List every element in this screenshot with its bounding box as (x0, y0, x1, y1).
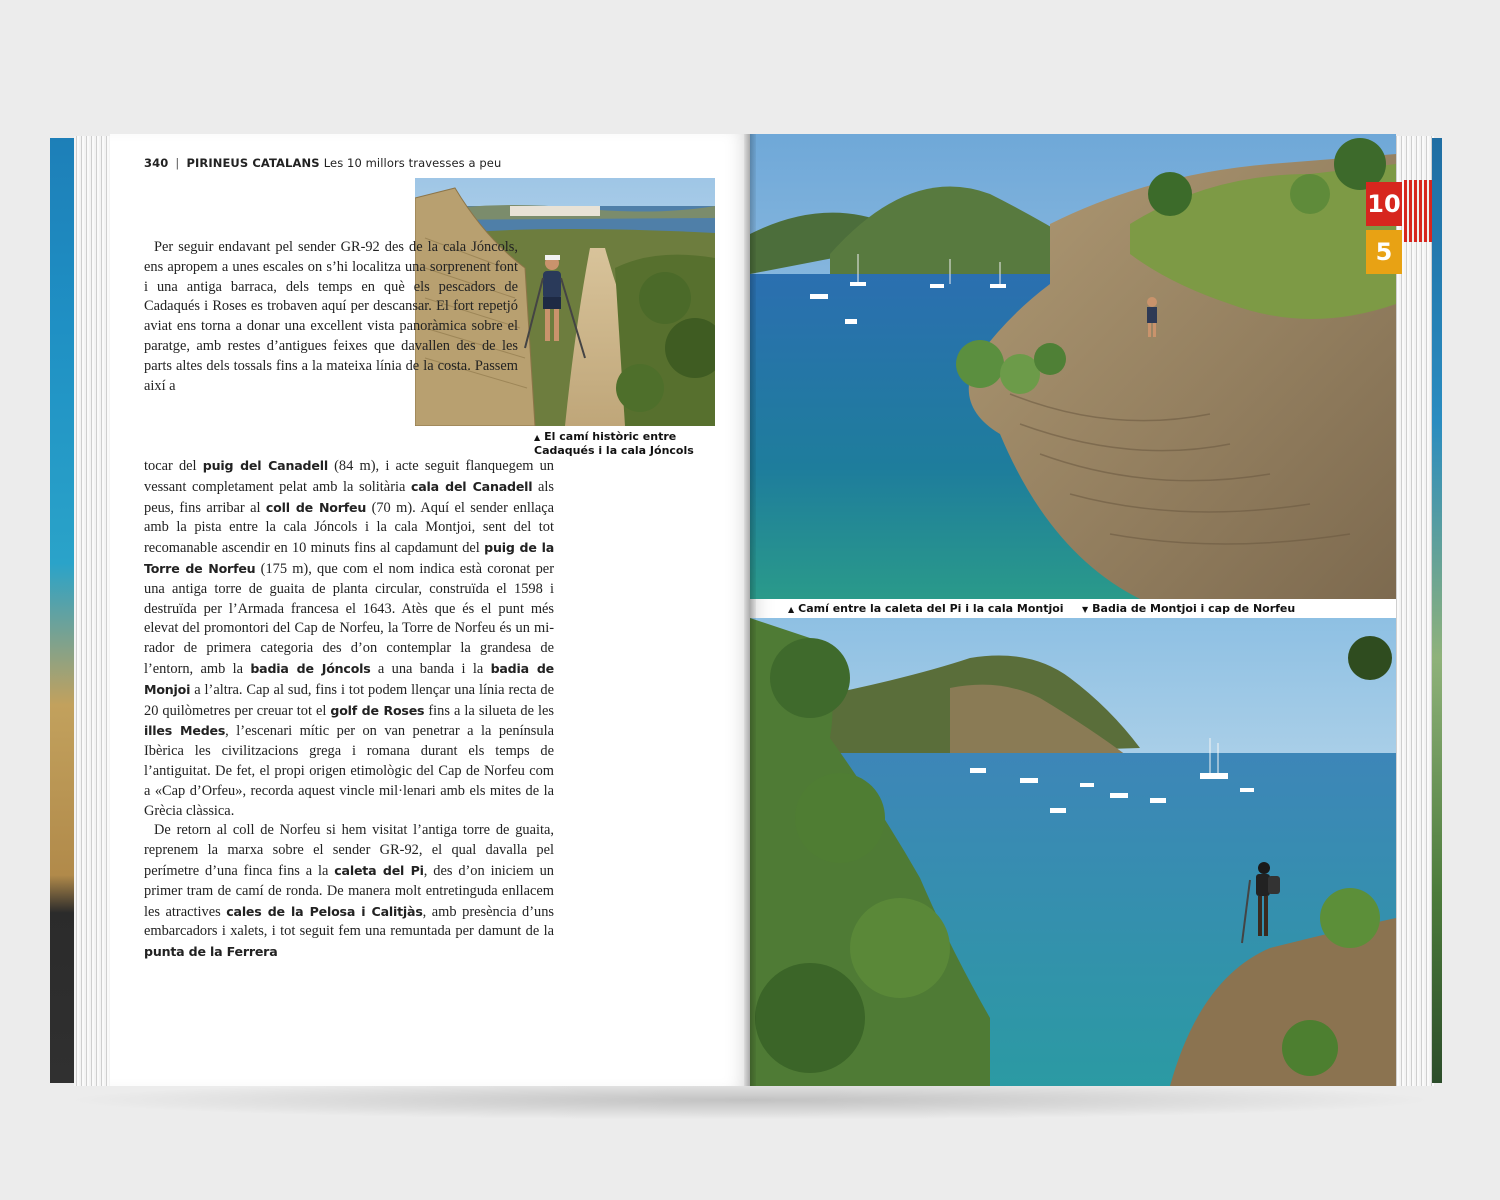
photo-1-caption (534, 430, 734, 457)
stage-number-badge: 5 (1366, 230, 1402, 274)
body-text-run: , amb presència d’uns embarcadors i xalets, i tot seguit fem una remuntada per damunt de la (144, 903, 555, 940)
body-text-run: a una banda i la (370, 660, 491, 677)
place-name-keyword: illes Medes (144, 723, 226, 739)
body-text-run: (175 m), que com el nom indica està coronat per una antiga torre de guaita de planta circular, construïda el 1598 i destruïda per l’Armada francesa el 1643. Atès que és el punt més elevat del promontori del Cap de Norfeu, la Torre de Norfeu és un mirador de primera categoria des d’on contemplar la grandesa de l’entorn, amb la (144, 560, 554, 677)
place-name-keyword: coll de Norfeu (265, 499, 367, 515)
body-text-run: tocar del (144, 458, 203, 474)
body-text-run: Per seguir endavant pel sender GR-92 des de la cala Jóncols, ens apropem a unes escales on s’hi localitza una sorprenent font i una antiga barraca, dels temps en què els pescadors de Cadaqués i Roses es trobaven aquí per descansar. El fort repetjó aviat ens torna a donar una excellent vista panoràmica sobre el paratge, amb restes d’antigues feixes que davallen des de les parts altes dels tossals fins a la mateixa línia de la costa. Passem així a (144, 239, 518, 394)
page-number: 340 (144, 156, 169, 170)
book-title: PIRINEUS CATALANS (186, 156, 320, 170)
right-page (750, 134, 1401, 1086)
left-page-stack (74, 136, 114, 1086)
route-tab-edges (1404, 180, 1432, 242)
photo-2-caption (788, 602, 1064, 615)
body-text-run: a l’altra. Cap al sud, fins i tot podem llençar una línia recta de 20 quilòmetres per creuar tot el (144, 681, 554, 719)
photo-3-caption-text: Badia de Montjoi i cap de Norfeu (1092, 602, 1296, 615)
running-head-separator: | (175, 156, 180, 170)
running-head (144, 156, 501, 170)
place-name-keyword: cala del Canadell (410, 478, 533, 494)
route-number-badge: 10 (1366, 182, 1402, 226)
body-text-run: , l’escenari mític per on van penetrar a la península Ibèrica les civilitzacions grega i romana durant els temps de l’antiguitat. De fet, el propi origen etimològic del Cap de Norfeu com a «Cap d’Orfeu», recorda aquest vincle mil·lenari amb els mites de la Grècia clàssica. (144, 723, 554, 819)
rocky-cove-photo (750, 134, 1396, 599)
right-page-stack (1394, 136, 1434, 1086)
body-text-run: De retorn al coll de Norfeu si hem visitat l’antiga torre de guaita, reprenem la marxa sobre el sender GR-92, el qual davalla pel perímetre d’una finca fins a la (144, 822, 554, 879)
photo-1-caption-text: El camí històric entre Cadaqués i la cala Jóncols (534, 430, 694, 457)
left-page (110, 134, 750, 1086)
place-name-keyword: caleta del Pi (334, 862, 424, 878)
paragraph-2 (144, 821, 554, 963)
body-text-run: (70 m). Aquí el sender enllaça amb la pista entre la cala Jóncols i la cala Montjoi, sent del tot recomanable ascendir en 10 minuts fins al capdamunt del (144, 499, 554, 557)
body-text-run: (84 m), i acte seguit flanquegem un vessant completament pelat amb la solitària (144, 458, 554, 495)
body-text-run: als peus, fins arribar al (144, 478, 555, 516)
body-text-run: fins a la silueta de les (424, 702, 555, 719)
place-name-keyword: puig de la Torre de Norfeu (144, 540, 555, 576)
photo-3-caption (1082, 602, 1295, 615)
bay-with-boats-photo (750, 618, 1396, 1086)
right-page-edges (1432, 138, 1442, 1083)
photo-2-caption-text: Camí entre la caleta del Pi i la cala Montjoi (798, 602, 1064, 615)
paragraph-1-bottom (144, 456, 554, 821)
book-subtitle: Les 10 millors travesses a peu (323, 156, 502, 170)
place-name-keyword: badia de Jóncols (250, 660, 371, 676)
book-shadow (60, 1080, 1440, 1120)
caption-down-arrow-icon: ▼ (1082, 605, 1089, 614)
caption-up-arrow-icon: ▲ (788, 605, 795, 614)
place-name-keyword: puig del Canadell (202, 458, 328, 473)
paragraph-1-top (144, 238, 518, 396)
caption-up-arrow-icon: ▲ (534, 433, 541, 442)
body-text-column-top (144, 238, 518, 396)
body-text-column-bottom (144, 456, 554, 963)
body-text-run: , des d’on iniciem un primer tram de camí de ronda. De manera molt entretinguda enllacem les atractives (144, 862, 554, 920)
book-gutter (744, 134, 756, 1086)
place-name-keyword: badia de Monjoi (144, 660, 554, 697)
place-name-keyword: golf de Roses (330, 702, 425, 718)
place-name-keyword: cales de la Pelosa i Calitjàs (226, 903, 423, 919)
place-name-keyword: punta de la Ferrera (144, 944, 278, 960)
right-captions-row (750, 599, 1396, 618)
